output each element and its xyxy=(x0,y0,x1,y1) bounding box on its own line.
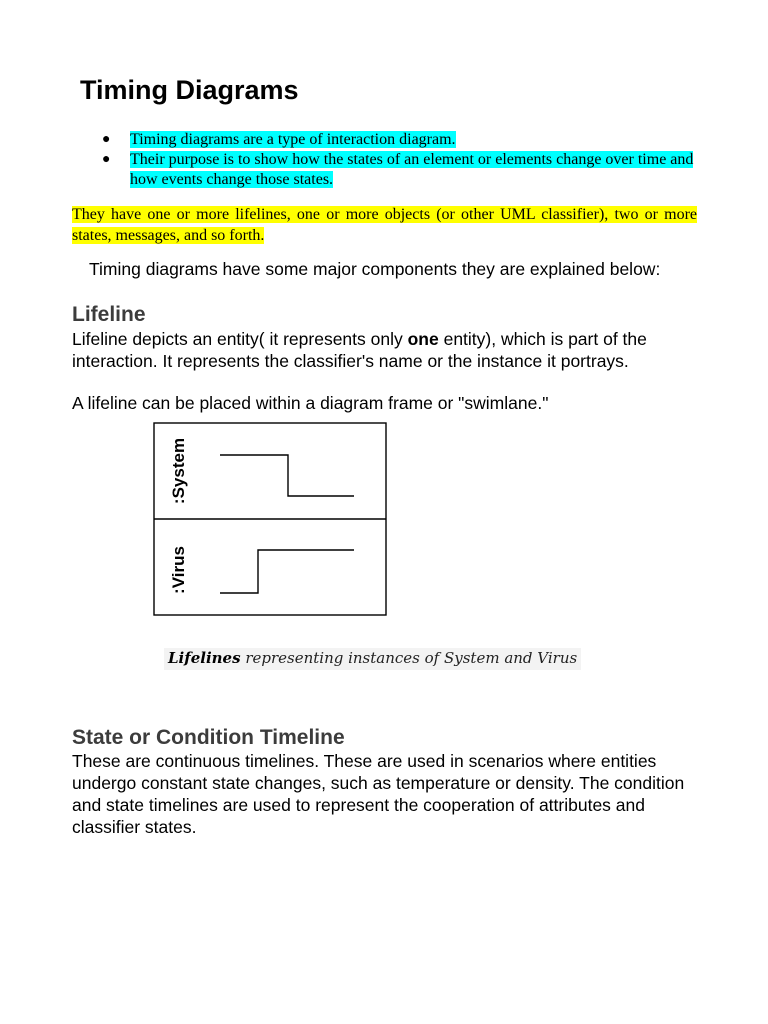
list-item xyxy=(94,150,704,190)
page-title: Timing Diagrams xyxy=(80,75,299,105)
lane-label-system: :System xyxy=(169,437,188,505)
lifeline-text-bold: one xyxy=(407,329,439,349)
lifeline-diagram xyxy=(150,418,390,618)
state-timeline-heading: State or Condition Timeline xyxy=(72,726,345,749)
bullet-text: Their purpose is to show how the states of an element or elements change over time and how events change those states. xyxy=(130,151,694,188)
list-item xyxy=(94,130,704,150)
figure-caption xyxy=(164,648,581,670)
highlighted-text: They have one or more lifelines, one or more objects (or other UML classifier), two or more states, messages, and so forth. xyxy=(72,206,697,244)
lane-label-virus: :Virus xyxy=(169,546,188,594)
caption-bold: Lifelines xyxy=(168,649,241,667)
bullet-icon: ● xyxy=(102,132,111,147)
state-timeline-description: These are continuous timelines. These are used in scenarios where entities undergo constant state changes, such as temperature or density. The condition and state timelines are used to represent the cooperation of attributes and classifier states. xyxy=(72,751,685,837)
intro-paragraph: Timing diagrams have some major components they are explained below: xyxy=(89,259,661,279)
caption-rest: representing instances of System and Virus xyxy=(240,649,578,667)
lifeline-frame-text: A lifeline can be placed within a diagram frame or "swimlane." xyxy=(72,393,549,413)
lifeline-text-after: entity), which is part of the interaction. It represents the classifier's name or the instance it portrays. xyxy=(72,329,647,371)
bullet-text: Timing diagrams are a type of interaction diagram. xyxy=(130,131,456,148)
lifeline-description xyxy=(72,328,712,372)
lifeline-text-before: Lifeline depicts an entity( it represents only xyxy=(72,329,408,349)
highlighted-paragraph xyxy=(72,204,697,246)
bullet-list xyxy=(94,130,704,190)
lifeline-heading: Lifeline xyxy=(72,303,146,326)
bullet-icon: ● xyxy=(102,152,111,167)
